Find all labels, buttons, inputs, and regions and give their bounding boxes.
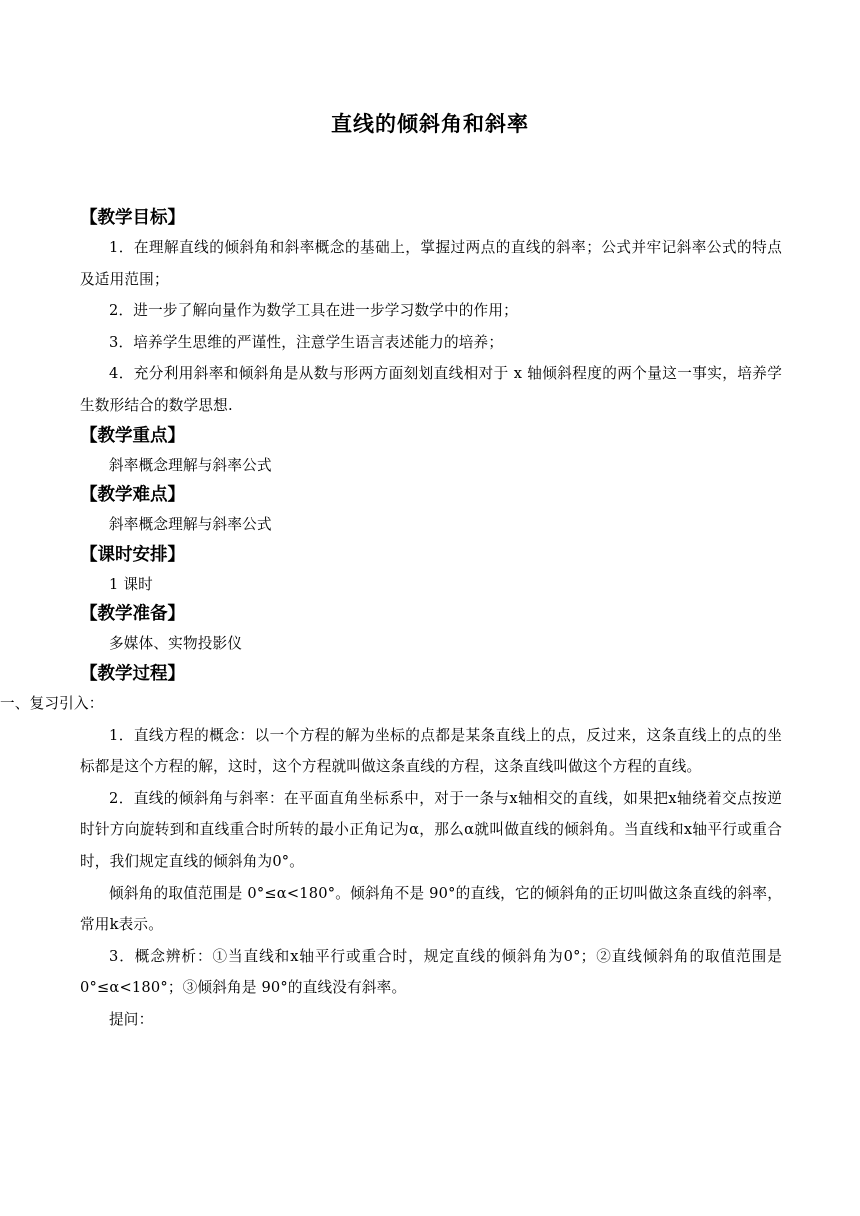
objective-4: 4．充分利用斜率和倾斜角是从数与形两方面刻划直线相对于 x 轴倾斜程度的两个量这一事实，培养学生数形结合的数学思想. <box>80 365 782 414</box>
page-title: 直线的倾斜角和斜率 <box>331 112 529 136</box>
key-points-text: 斜率概念理解与斜率公式 <box>109 456 272 474</box>
objective-3: 3．培养学生思维的严谨性，注意学生语言表述能力的培养； <box>109 333 504 351</box>
heading-difficulties: 【教学难点】 <box>80 485 185 506</box>
objective-1: 1．在理解直线的倾斜角和斜率概念的基础上，掌握过两点的直线的斜率；公式并牢记斜率公式的特点及适用范围； <box>80 239 782 288</box>
heading-objectives: 【教学目标】 <box>80 208 185 228</box>
heading-preparation: 【教学准备】 <box>80 604 185 625</box>
process-question: 提问： <box>109 1010 154 1028</box>
process-para-4: 3．概念辨析：①当直线和x轴平行或重合时，规定直线的倾斜角为0°；②直线倾斜角的取值范围是 0°≤α<180°；③倾斜角是 90°的直线没有斜率。 <box>80 947 782 997</box>
preparation-text: 多媒体、实物投影仪 <box>109 635 243 653</box>
document-body <box>0 204 782 1035</box>
schedule-text: 1 课时 <box>109 575 153 593</box>
heading-schedule: 【课时安排】 <box>80 544 185 565</box>
process-para-1: 1．直线方程的概念：以一个方程的解为坐标的点都是某条直线上的点，反过来，这条直线上的点的坐标都是这个方程的解，这时，这个方程就叫做这条直线的方程，这条直线叫做这个方程的直线。 <box>80 726 782 776</box>
difficulties-text: 斜率概念理解与斜率公式 <box>109 516 272 534</box>
process-subheading: 一、复习引入： <box>0 694 104 712</box>
process-para-2: 2．直线的倾斜角与斜率：在平面直角坐标系中，对于一条与x轴相交的直线，如果把x轴绕着交点按逆时针方向旋转到和直线重合时所转的最小正角记为α，那么α就叫做直线的倾斜角。当直线和x轴平行或重合时，我们规定直线的倾斜角为0°。 <box>80 789 782 870</box>
heading-process: 【教学过程】 <box>80 663 185 684</box>
heading-key-points: 【教学重点】 <box>80 425 185 446</box>
process-para-3: 倾斜角的取值范围是 0°≤α<180°。倾斜角不是 90°的直线，它的倾斜角的正切叫做这条直线的斜率，常用k表示。 <box>80 884 782 934</box>
objective-2: 2．进一步了解向量作为数学工具在进一步学习数学中的作用； <box>109 302 518 320</box>
